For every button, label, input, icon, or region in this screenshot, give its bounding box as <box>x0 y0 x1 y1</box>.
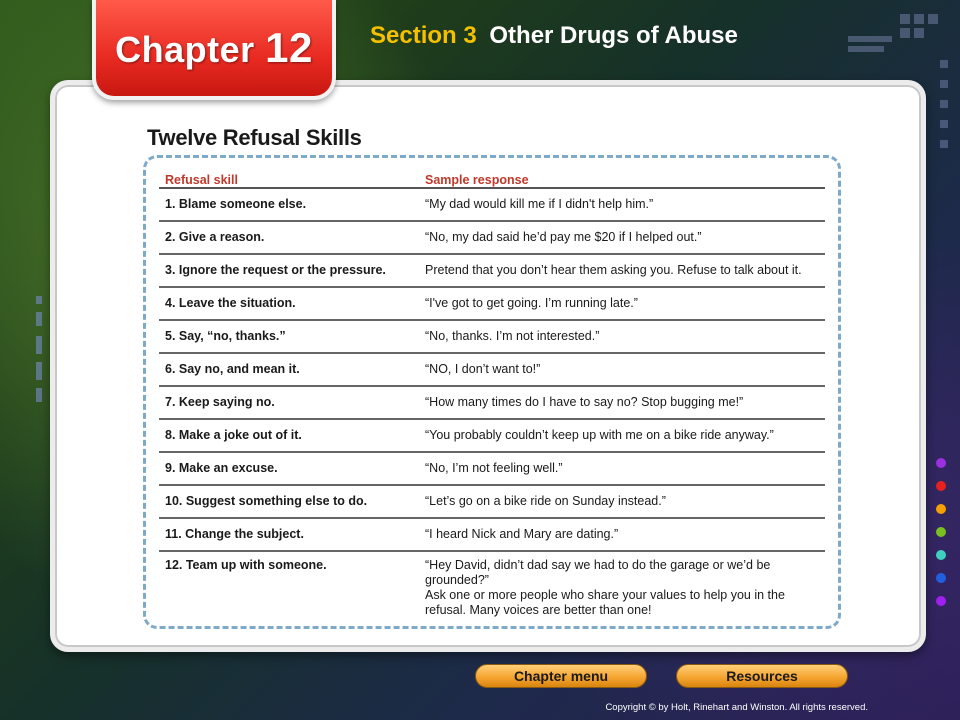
sample-response-text: “You probably couldn’t keep up with me on a bike ride anyway.” <box>425 428 774 442</box>
refusal-skill-cell: 11. Change the subject. <box>159 518 417 551</box>
sample-response-text: “I've got to get going. I’m running late.” <box>425 296 638 310</box>
sample-response-cell <box>417 221 825 254</box>
section-name: Other Drugs of Abuse <box>489 22 738 49</box>
decor-dot <box>936 504 946 514</box>
chapter-menu-button[interactable]: Chapter menu <box>475 664 647 688</box>
section-title <box>370 22 738 50</box>
refusal-skill-cell: 9. Make an excuse. <box>159 452 417 485</box>
table-title: Twelve Refusal Skills <box>147 125 362 150</box>
table-row <box>159 221 825 254</box>
decor-dot <box>936 596 946 606</box>
refusal-skills-table <box>159 164 825 621</box>
sample-response-cell <box>417 188 825 221</box>
table-row <box>159 518 825 551</box>
sample-response-text: “My dad would kill me if I didn't help him.” <box>425 197 654 211</box>
copyright-notice: Copyright © by Holt, Rinehart and Winston. All rights reserved. <box>605 702 868 713</box>
refusal-skill-cell: 6. Say no, and mean it. <box>159 353 417 386</box>
refusal-skill-cell: 10. Suggest something else to do. <box>159 485 417 518</box>
decor-dot <box>936 458 946 468</box>
sample-response-cell <box>417 485 825 518</box>
table-row <box>159 320 825 353</box>
content-panel <box>50 80 926 652</box>
sample-response-text: “How many times do I have to say no? Stop bugging me!” <box>425 395 744 409</box>
sample-response-text: “No, I’m not feeling well.” <box>425 461 563 475</box>
refusal-skill-cell: 3. Ignore the request or the pressure. <box>159 254 417 287</box>
refusal-skill-cell: 5. Say, “no, thanks.” <box>159 320 417 353</box>
sample-response-text: “Hey David, didn’t dad say we had to do the garage or we’d be grounded?” <box>425 558 771 587</box>
sample-response-cell <box>417 452 825 485</box>
table-row <box>159 254 825 287</box>
header-refusal-skill: Refusal skill <box>159 164 417 188</box>
resources-button[interactable]: Resources <box>676 664 848 688</box>
sample-response-cell <box>417 518 825 551</box>
sample-response-text: “Let’s go on a bike ride on Sunday instead.” <box>425 494 666 508</box>
sample-response-text: “I heard Nick and Mary are dating.” <box>425 527 619 541</box>
table-row <box>159 386 825 419</box>
table-row <box>159 353 825 386</box>
sample-response-text: “NO, I don’t want to!” <box>425 362 541 376</box>
sample-response-cell <box>417 254 825 287</box>
sample-response-cell <box>417 386 825 419</box>
sample-response-text: Pretend that you don’t hear them asking you. Refuse to talk about it. <box>425 263 802 277</box>
decor-dot <box>936 527 946 537</box>
table-row <box>159 287 825 320</box>
sample-response-cell <box>417 287 825 320</box>
table-row <box>159 485 825 518</box>
refusal-skill-cell: 7. Keep saying no. <box>159 386 417 419</box>
refusal-skill-cell: 1. Blame someone else. <box>159 188 417 221</box>
sample-response-note: Ask one or more people who share your values to help you in the refusal. Many voices are better than one! <box>425 588 785 617</box>
table-row <box>159 452 825 485</box>
decor-dot <box>936 550 946 560</box>
sample-response-text: “No, thanks. I’m not interested.” <box>425 329 600 343</box>
sample-response-cell <box>417 320 825 353</box>
sample-response-cell <box>417 353 825 386</box>
table-row <box>159 188 825 221</box>
decor-dot <box>936 481 946 491</box>
sample-response-text: “No, my dad said he’d pay me $20 if I helped out.” <box>425 230 702 244</box>
sample-response-cell <box>417 551 825 621</box>
section-label: Section 3 <box>370 22 477 49</box>
table-row <box>159 419 825 452</box>
chapter-number: 12 <box>265 24 313 71</box>
header-sample-response: Sample response <box>417 164 825 188</box>
refusal-skill-cell: 12. Team up with someone. <box>165 558 327 572</box>
refusal-skill-cell: 2. Give a reason. <box>159 221 417 254</box>
table-frame <box>143 155 841 629</box>
table-header-row <box>159 164 825 188</box>
refusal-skill-cell: 8. Make a joke out of it. <box>159 419 417 452</box>
chapter-tab <box>92 0 336 100</box>
refusal-skill-cell: 4. Leave the situation. <box>159 287 417 320</box>
chapter-title: Chapter 12 <box>115 24 313 71</box>
table-row <box>159 551 825 621</box>
decor-dot <box>936 573 946 583</box>
sample-response-cell <box>417 419 825 452</box>
